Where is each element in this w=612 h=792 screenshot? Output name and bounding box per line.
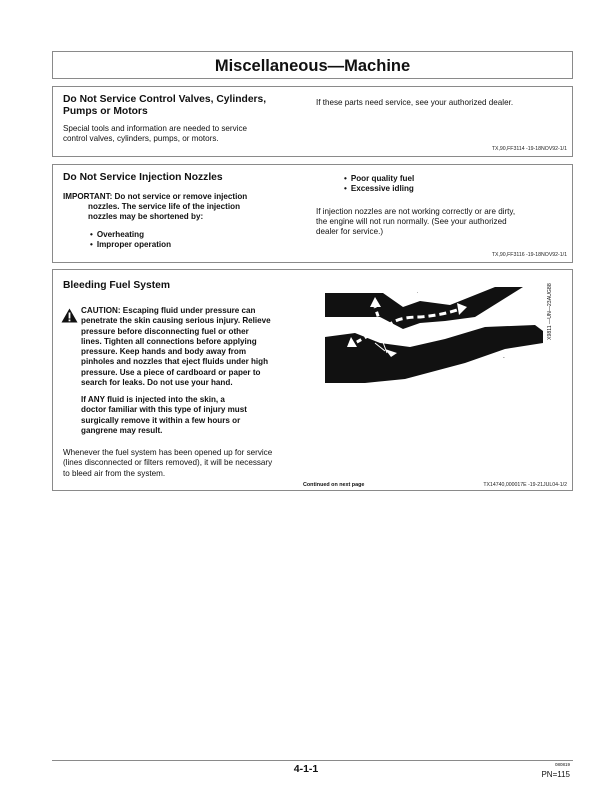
- footer-small-code: 080819: [554, 762, 570, 767]
- section2-right-line2: the engine will not run normally. (See your authorized: [316, 217, 507, 226]
- caution-triangle-icon: [61, 308, 78, 323]
- bullet-item: • Poor quality fuel: [344, 174, 414, 184]
- hand-injection-illustration-icon: [325, 287, 543, 383]
- caution-line: search for leaks. Do not use your hand.: [81, 378, 233, 388]
- bullet-item: • Overheating: [90, 230, 171, 240]
- bullet-list-left: [90, 230, 171, 250]
- injection-warning-block: [81, 395, 247, 436]
- continued-note: Continued on next page: [303, 482, 365, 488]
- section1-right-text: If these parts need service, see your authorized dealer.: [316, 98, 514, 107]
- page-number: 4-1-1: [293, 763, 319, 775]
- section-control-valves: [52, 86, 573, 157]
- section1-heading-line2: Pumps or Motors: [63, 106, 148, 117]
- section3-body: [63, 448, 272, 479]
- section-injection-nozzles: [52, 164, 573, 263]
- caution-line: lines. Tighten all connections before applying: [81, 336, 257, 346]
- injection-line: doctor familiar with this type of injury must: [81, 405, 247, 415]
- caution-text-block-rest: [81, 316, 271, 388]
- title-box: [52, 51, 573, 79]
- injection-line: If ANY fluid is injected into the skin, a: [81, 395, 225, 404]
- section3-heading: Bleeding Fuel System: [63, 280, 171, 291]
- bullet-list-right: [344, 174, 414, 194]
- footer-divider: [52, 760, 573, 761]
- body-line: Whenever the fuel system has been opened up for service: [63, 448, 273, 457]
- figure-code: X9811 —UN—23AUG88: [547, 283, 553, 340]
- section1-ref-code: TX,90,FF3114 -19-18NOV92-1/1: [491, 146, 567, 152]
- section1-body-line2: control valves, cylinders, pumps, or motors.: [63, 134, 219, 143]
- caution-line: pressure. Use a piece of cardboard or paper to: [81, 367, 261, 377]
- caution-line: CAUTION: Escaping fluid under pressure can: [81, 306, 256, 315]
- injection-line: surgically remove it within a few hours or: [81, 415, 241, 425]
- svg-text:.: .: [417, 289, 419, 295]
- body-line: (lines disconnected or filters removed), it will be necessary: [63, 458, 273, 468]
- section1-heading-line1: Do Not Service Control Valves, Cylinders,: [63, 94, 267, 105]
- page-title: Miscellaneous—Machine: [214, 57, 411, 75]
- section2-right-line3: dealer for service.): [316, 227, 384, 236]
- caution-line: penetrate the skin causing serious injury. Relieve: [81, 316, 271, 326]
- section2-right-line1: If injection nozzles are not working correctly or are dirty,: [316, 207, 516, 216]
- bullet-item: • Improper operation: [90, 240, 171, 250]
- section3-ref-code: TX14740,000017E -19-21JUL04-1/2: [483, 482, 567, 488]
- caution-line: pinholes and nozzles that eject fluids under high: [81, 357, 269, 367]
- important-line2: nozzles. The service life of the injection: [88, 202, 241, 211]
- section2-ref-code: TX,90,FF3116 -19-18NOV92-1/1: [491, 252, 567, 258]
- svg-text:-: -: [503, 355, 505, 361]
- important-line3: nozzles may be shortened by:: [88, 212, 204, 221]
- section1-body-line1: Special tools and information are needed to service: [63, 124, 248, 133]
- section2-heading: Do Not Service Injection Nozzles: [63, 172, 223, 183]
- caution-text-block: [81, 306, 256, 316]
- bullet-item: • Excessive idling: [344, 184, 414, 194]
- important-line1: IMPORTANT: Do not service or remove injection: [63, 192, 248, 201]
- injection-line: gangrene may result.: [81, 425, 163, 435]
- section-bleeding-fuel: [52, 269, 573, 491]
- caution-line: pressure. Keep hands and body away from: [81, 347, 247, 357]
- caution-line: pressure before disconnecting fuel or other: [81, 326, 249, 336]
- pn-label: PN=115: [541, 770, 570, 779]
- body-line: to bleed air from the system.: [63, 468, 166, 478]
